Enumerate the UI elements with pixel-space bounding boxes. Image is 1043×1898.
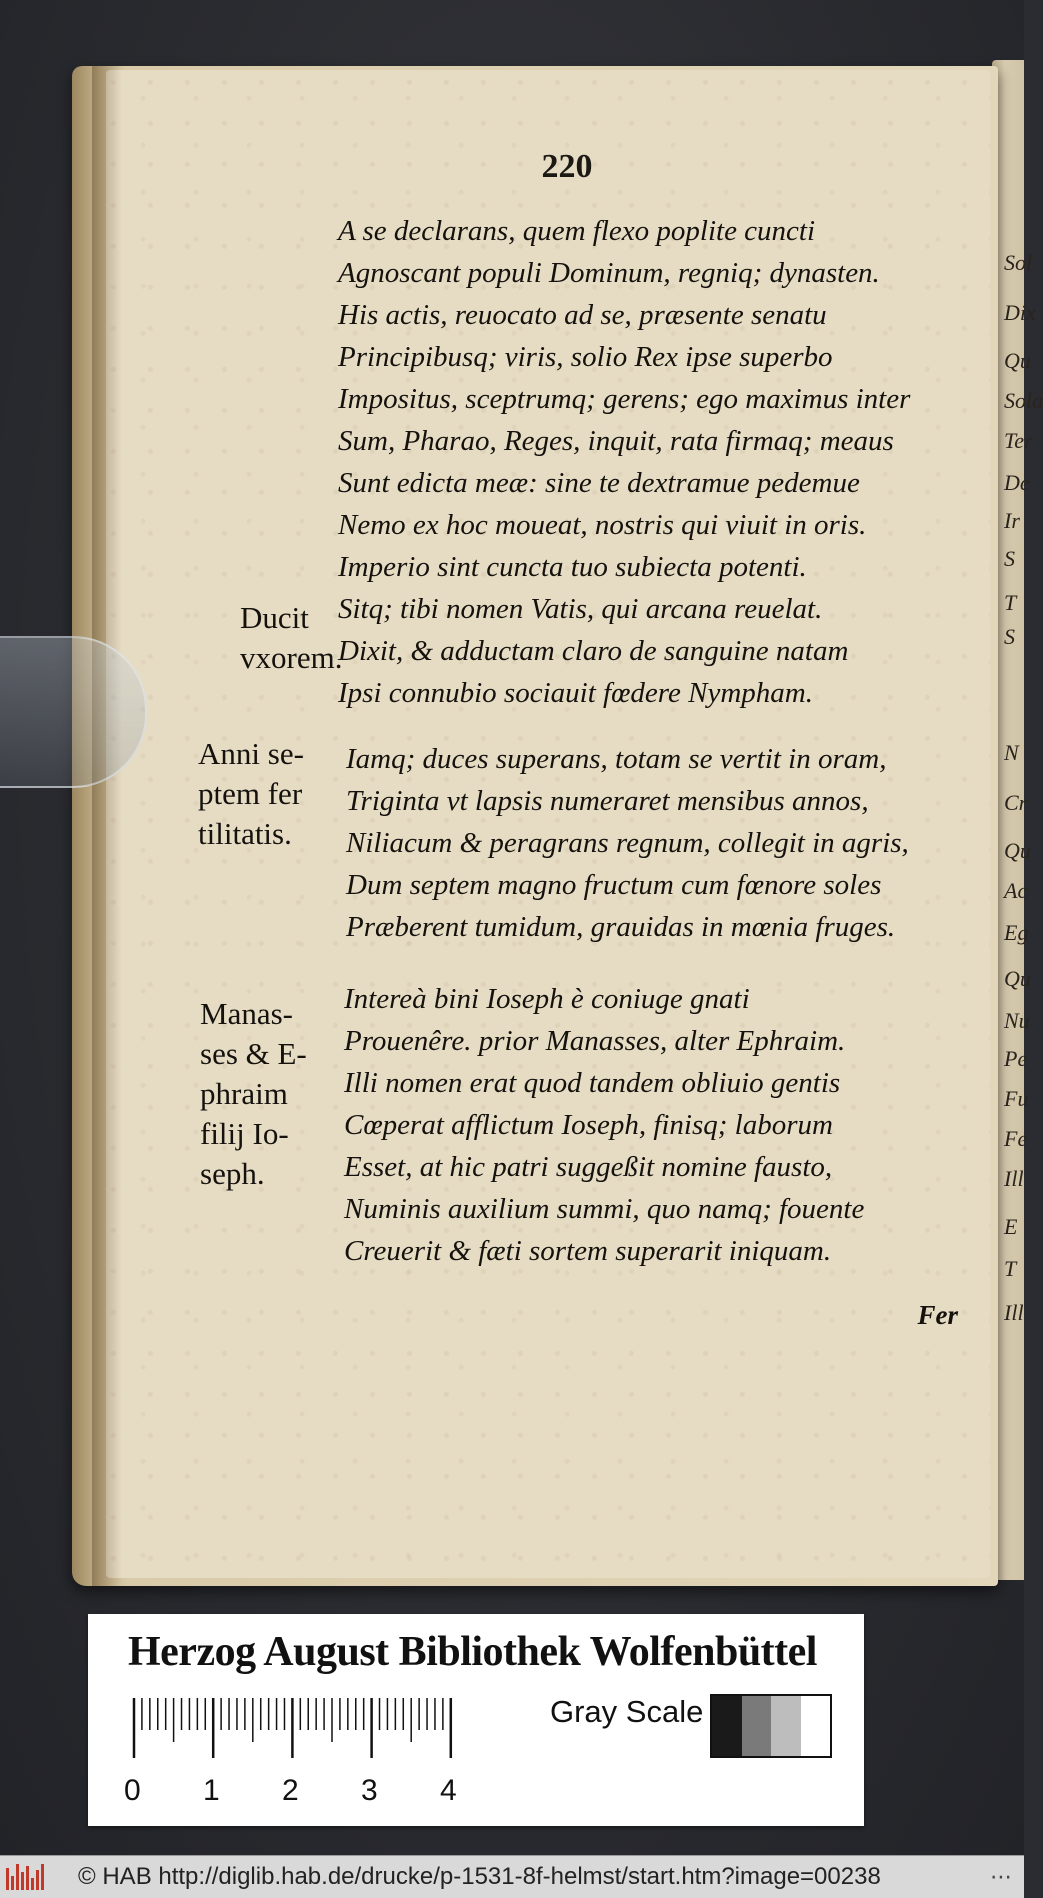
adjacent-page-fragment: Ill	[1004, 1300, 1024, 1325]
copyright-url[interactable]: © HAB http://diglib.hab.de/drucke/p-1531-8f-helmst/start.htm?image=00238	[78, 1863, 881, 1890]
gray-swatch	[712, 1696, 742, 1756]
logo-bar	[31, 1878, 34, 1890]
logo-bar	[36, 1870, 39, 1890]
ruler	[132, 1694, 532, 1764]
margin-note-line: Anni se-	[198, 736, 304, 771]
adjacent-page-fragment: Ter	[1004, 428, 1033, 453]
verse-line: His actis, reuocato ad se, præsente senatu	[338, 299, 827, 331]
logo-bar	[16, 1864, 19, 1890]
verse-line: Numinis auxilium summi, quo namq; fouente	[344, 1193, 865, 1225]
logo-bar	[41, 1864, 44, 1890]
adjacent-page-fragment: E	[1004, 1214, 1018, 1239]
adjacent-page-fragment: Qu	[1004, 966, 1031, 991]
page-number: 220	[541, 148, 593, 185]
adjacent-page-fragment: Ill	[1004, 1166, 1024, 1191]
margin-note-line: Ducit	[240, 600, 309, 635]
logo-bar	[6, 1868, 9, 1890]
verse-block-1	[338, 210, 910, 714]
adjacent-page-fragment: Cr	[1004, 790, 1028, 815]
gutter-shadow	[92, 66, 122, 1586]
verse-line: Prouenêre. prior Manasses, alter Ephraim.	[344, 1025, 846, 1057]
adjacent-page-fragment: Nu	[1004, 1008, 1030, 1033]
verse-line: Præberent tumidum, grauidas in mœnia fruges.	[346, 911, 896, 943]
adjacent-page-fragment: Dix	[1004, 300, 1036, 325]
gray-scale-label: Gray Scale	[550, 1694, 704, 1729]
ruler-number: 1	[203, 1774, 220, 1807]
status-bar	[0, 1855, 1024, 1898]
adjacent-page-fragment: Qu	[1004, 838, 1031, 863]
verse-line: Ipsi connubio sociauit fœdere Nympham.	[338, 677, 813, 709]
adjacent-page-fragment: S	[1004, 546, 1015, 571]
verse-line: Nemo ex hoc moueat, nostris qui viuit in oris.	[338, 509, 867, 541]
ruler-number: 0	[124, 1774, 141, 1807]
adjacent-page-fragment: S	[1004, 624, 1015, 649]
margin-note-manasses-ephraim	[200, 994, 307, 1194]
adjacent-page-fragment: Eg	[1004, 920, 1029, 945]
verse-line: Esset, at hic patri suggeßit nomine fausto,	[344, 1151, 833, 1183]
verse-line: Principibusq; viris, solio Rex ipse superbo	[338, 341, 833, 373]
verse-line: Agnoscant populi Dominum, regniq; dynasten.	[338, 257, 880, 289]
verse-line: Intereà bini Ioseph è coniuge gnati	[344, 983, 750, 1015]
verse-line: Sitq; tibi nomen Vatis, qui arcana reuelat.	[338, 593, 823, 625]
verse-line: Niliacum & peragrans regnum, collegit in agris,	[346, 827, 909, 859]
verse-line: Dum septem magno fructum cum fœnore soles	[346, 869, 882, 901]
adjacent-page-fragment: Ir	[1004, 508, 1020, 533]
ruler-number: 3	[361, 1774, 378, 1807]
adjacent-page-fragment: T	[1004, 1256, 1017, 1281]
catchword: Fer	[917, 1300, 958, 1330]
gray-swatch	[742, 1696, 772, 1756]
gray-swatches	[710, 1694, 832, 1758]
margin-note-line: ses & E-	[200, 1036, 307, 1071]
color-scale-card	[88, 1614, 864, 1826]
adjacent-page-fragment: N	[1004, 740, 1019, 765]
margin-note-line: ptem fer	[198, 776, 303, 811]
verse-line: Triginta vt lapsis numeraret mensibus annos,	[346, 785, 869, 817]
verse-line: Dixit, & adductam claro de sanguine natam	[338, 635, 849, 667]
page-clip	[0, 636, 147, 788]
margin-note-line: seph.	[200, 1156, 265, 1191]
verse-line: Sunt edicta meæ: sine te dextramue pedemue	[338, 467, 860, 499]
adjacent-page-fragment: Fe	[1004, 1126, 1028, 1151]
margin-note-line: vxorem.	[240, 640, 343, 675]
adjacent-page-fragment: Sola	[1004, 388, 1043, 413]
adjacent-page-fragment: T	[1004, 590, 1017, 615]
verse-line: A se declarans, quem flexo poplite cuncti	[338, 215, 816, 247]
ruler-number: 2	[282, 1774, 299, 1807]
hab-logo-icon	[6, 1864, 46, 1890]
logo-bar	[21, 1872, 24, 1890]
adjacent-page-fragment: Fu	[1004, 1086, 1029, 1111]
adjacent-page-fragment: Sol	[1004, 250, 1033, 275]
gray-swatch	[771, 1696, 801, 1756]
more-dots-icon[interactable]: ⋯	[990, 1864, 1012, 1890]
verse-line: Sum, Pharao, Reges, inquit, rata firmaq; meaus	[338, 425, 894, 457]
ruler-number: 4	[440, 1774, 457, 1807]
adjacent-page-fragment: Pe	[1004, 1046, 1028, 1071]
adjacent-page-fragment: Ac	[1004, 878, 1028, 903]
margin-note-anni-septem	[198, 734, 304, 854]
verse-line: Cœperat afflictum Ioseph, finisq; laborum	[344, 1109, 833, 1141]
margin-note-line: phraim	[200, 1076, 288, 1111]
adjacent-page-fragment: De	[1004, 470, 1030, 495]
verse-line: Impositus, sceptrumq; gerens; ego maximus inter	[338, 383, 911, 415]
margin-note-ducit-vxorem	[240, 598, 342, 678]
library-title: Herzog August Bibliothek Wolfenbüttel	[128, 1629, 817, 1675]
verse-line: Iamq; duces superans, totam se vertit in oram,	[346, 743, 887, 775]
verse-block-3	[344, 978, 864, 1272]
logo-bar	[26, 1866, 29, 1890]
verse-line: Imperio sint cuncta tuo subiecta potenti.	[338, 551, 807, 583]
verse-line: Creuerit & fæti sortem superarit iniquam.	[344, 1235, 832, 1267]
gray-swatch	[801, 1696, 831, 1756]
margin-note-line: tilitatis.	[198, 816, 292, 851]
margin-note-line: Manas-	[200, 996, 293, 1031]
margin-note-line: filij Io-	[200, 1116, 289, 1151]
adjacent-page-fragment: Qu	[1004, 348, 1031, 373]
logo-bar	[11, 1876, 14, 1890]
verse-block-2	[346, 738, 909, 948]
verse-line: Illi nomen erat quod tandem obliuio gentis	[344, 1067, 841, 1099]
